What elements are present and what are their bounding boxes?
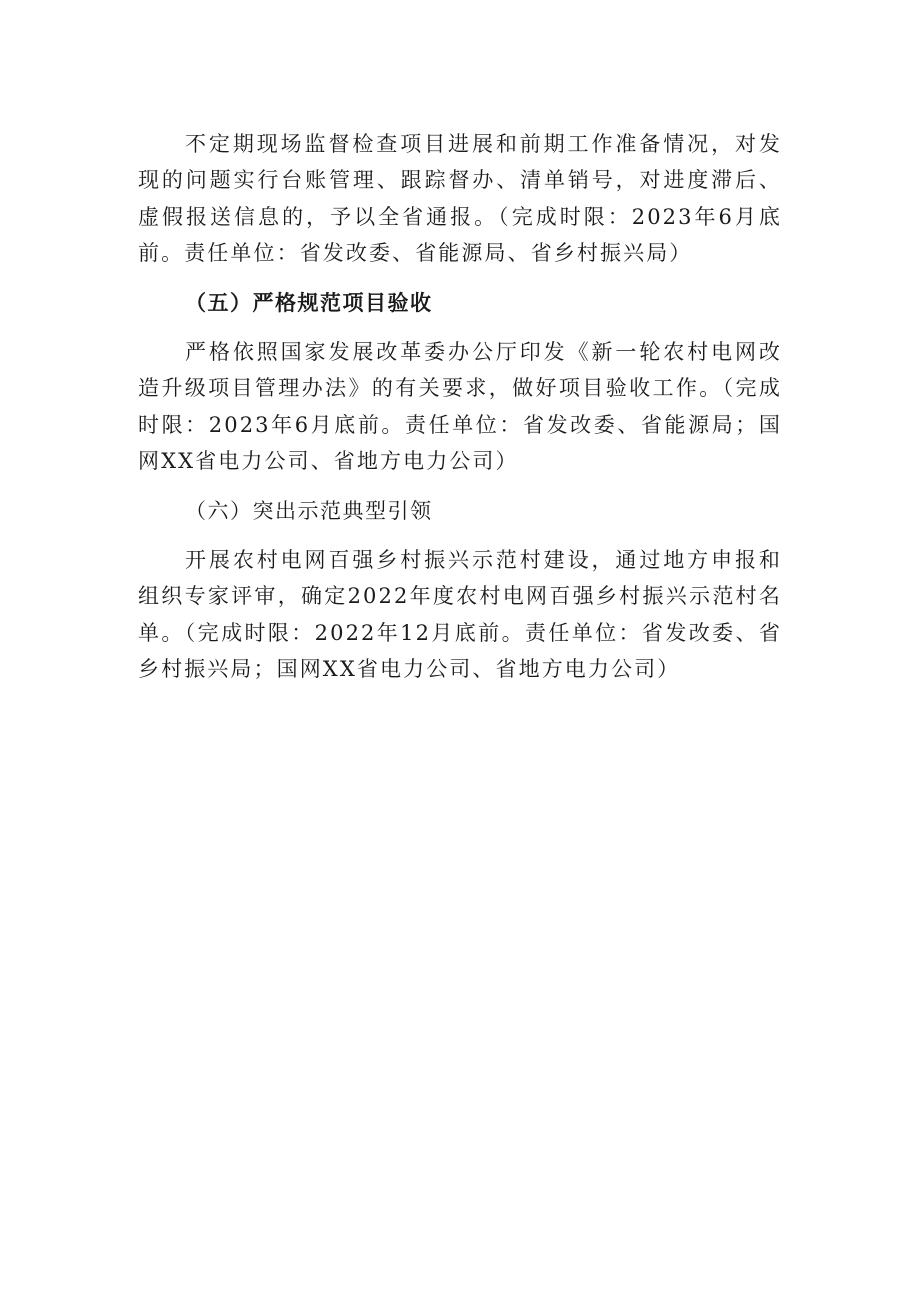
paragraph-demonstration: 开展农村电网百强乡村振兴示范村建设，通过地方申报和组织专家评审，确定2022年度农村电网百强乡村振兴示范村名单。（完成时限：2022年12月底前。责任单位：省发改委、省乡村振兴局；国网XX省电力公司、省地方电力公司） xyxy=(138,548,782,682)
section-heading-6: （六）突出示范典型引领 xyxy=(185,498,433,523)
paragraph-acceptance: 严格依照国家发展改革委办公厅印发《新一轮农村电网改造升级项目管理办法》的有关要求，做好项目验收工作。（完成时限：2023年6月底前。责任单位：省发改委、省能源局；国网XX省电力公司、省地方电力公司） xyxy=(138,340,782,474)
paragraph-supervision: 不定期现场监督检查项目进展和前期工作准备情况，对发现的问题实行台账管理、跟踪督办、清单销号，对进度滞后、虚假报送信息的，予以全省通报。（完成时限：2023年6月底前。责任单位：省发改委、省能源局、省乡村振兴局） xyxy=(138,132,782,266)
section-heading-5: （五）严格规范项目验收 xyxy=(185,289,433,315)
